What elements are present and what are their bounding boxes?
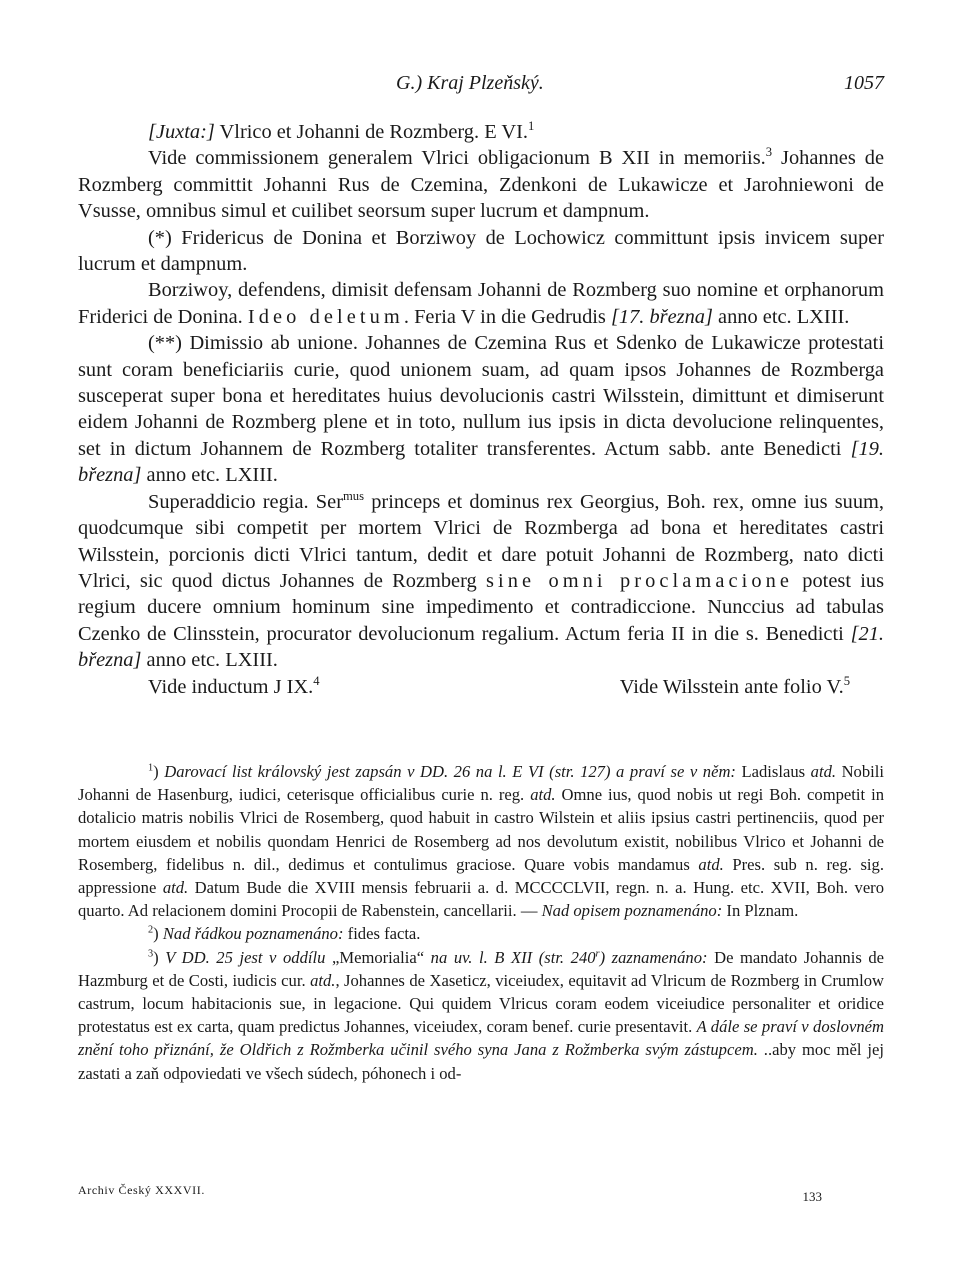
editor-note: Darovací list královský jest zapsán v DD. 26 na l. E VI (str. 127) a praví se v něm:: [164, 762, 736, 781]
text-run: Datum Bude die XVIII mensis februarii a. d. MCCCCLVII, regn. n. a. Hung. etc. XVII, Boh. vero quarto. Ad relacionem domini Procopii de Rabenstein, cancellarii. —: [78, 878, 885, 921]
page-footer: [78, 1183, 884, 1205]
text-run: Borziwoy, defendens, dimisit defensam Johanni de Rozmberg suo nomine et orphanorum Friderici de Donina.: [78, 279, 884, 328]
editor-note: atd.: [810, 762, 837, 781]
entry-lead: [Juxta:]: [148, 121, 215, 143]
text-run: princeps et dominus rex Georgius, Boh. rex, omne ius suum, quodcumque sibi competit per mortem Vlrici de Rozmberga ad bona et hereditates castri Wilsstein, porcionis dicti Vlrici tantum, dedit et dare potuit Johanni de Rozmberg, nato dicti Vlrici, sic quod dictus Johannes de Rozmberg: [78, 490, 884, 592]
text-run: De mandato Johannis de Hazmburg et de Costi, iudicis cur.: [78, 947, 884, 990]
text-run: anno etc. LXIII.: [141, 649, 278, 672]
paragraph: [78, 489, 884, 674]
running-title: G.) Kraj Plzeňský.: [396, 72, 544, 94]
editor-date: [21. března]: [78, 622, 884, 672]
text-run: (*) Fridericus de Donina et Borziwoy de Lochowicz committunt ipsis invicem super lucrum et dampnum.: [78, 226, 884, 276]
editor-note: Nad řádkou poznamenáno:: [162, 924, 344, 944]
editor-note: Nad opisem poznamenáno:: [541, 901, 723, 921]
text-run: Ladislaus: [735, 762, 811, 781]
editor-note: na uv. l. B XII (str. 240: [430, 947, 596, 967]
editor-note: ) zaznamenáno:: [599, 947, 708, 967]
text-run: , Johannes de Xaseticz, viceiudex, equitavit ad Vlricum de Rozmberg in Crumlow castrum, locum habitacionis sue, in legacione. Qui quidem Vlricus coram eodem viceiudice personaliter et oridice protestatus est ex carta, quam predictus Johannes, viceiudex, coram benef. curie presentavit.: [78, 970, 884, 1037]
footnote-ref: 5: [843, 673, 850, 688]
footnote-ref: 3: [765, 145, 773, 160]
text-run: „Memorialia“: [325, 947, 431, 967]
footnote-marker: 3: [148, 948, 154, 960]
paragraph: [78, 119, 884, 145]
text-run: Johannes de Rozmberg committit Johanni Rus de Czemina, Zdenkoni de Lukawicze et Jarohniewoni de Vsusse, omnibus simul et cuilibet seorsum super lucrum et dampnum.: [78, 147, 884, 223]
page-header: [78, 72, 884, 102]
superscript: mus: [342, 488, 365, 503]
footnote-marker: 1: [148, 762, 154, 774]
text-run: (**) Dimissio ab unione. Johannes de Czemina Rus et Sdenko de Lukawicze protestati sunt coram beneficiariis curie, quod unionem suam, ad quam ipsos Johannes de Rozmberga susceperat super bona et hereditates huius devolucionis castri Wilsstein, dimittunt et dimiserunt eidem Johanni de Rozmberg plene et in toto, nullum ius ipsis in dicta devolucione relinquentes, set in dictum Johannem de Rozmberg totaliter transferentes. Actum sabb. ante Benedicti: [78, 332, 884, 460]
footnote-ref: 1: [528, 119, 535, 134]
page-number: 1057: [844, 72, 884, 94]
paragraph: [78, 145, 884, 224]
cross-reference-right: [620, 674, 850, 700]
text-run: ..aby moc měl jej zastati a zaň odpoviedati ve všech súdech, póhonech i od-: [78, 1040, 884, 1083]
text-run: Vide inductum J IX.: [148, 675, 314, 698]
cross-reference-line: [78, 674, 884, 700]
text-run: Vlrico et Johanni de Rozmberg. E VI.: [214, 121, 528, 143]
superscript: r: [595, 948, 600, 960]
spaced-text: Ideo deletum: [247, 305, 404, 328]
signature-mark: 133: [802, 1189, 822, 1204]
text-run: potest ius regium ducere omnium hominum sine impedimento et contradiccione. Nunccius ad tabulas Czenko de Clinsstein, procurator devolucionum regalium. Actum feria II in die s. Benedicti: [78, 569, 885, 645]
text-run: Superaddicio regia. Ser: [148, 490, 343, 513]
cross-reference-left: [148, 674, 320, 700]
editor-note: atd.: [698, 854, 724, 874]
paragraph: [78, 330, 884, 488]
text-run: Pres. sub n. reg. sig. appressione: [78, 854, 884, 898]
text-run: . Feria V in die Gedrudis: [403, 305, 611, 328]
footnote: $^3$) V DD. 25 jest v oddílu „Memorialia“ na uv. l. B XII (str. 240$^r$) zaznamenáno: De mandato Johannis de Hazmburg et de Costi, iudicis cur. atd., Johannes de Xaseticz, viceiudex, equitavit ad Vlricum de Rozmberg in Crumlow castrum, locum habitacionis sue, in legacione. Qui quidem Vlricus coram eodem viceiudice personaliter et oridice protestatus est ex carta, quam predictus Johannes, viceiudex, coram benef. curie presentavit. A dále se praví v doslovném znění toho přiznání, že Oldřich z Rožmberka učinil svého syna Jana z Rožmberka svým zástupcem. ..aby moc měl jej zastati a zaň odpoviedati ve všech súdech, póhonech i od-: [78, 947, 884, 1083]
text-run: anno etc. LXIII.: [141, 464, 278, 487]
text-run: In Plznam.: [722, 901, 799, 921]
footnote: $^1$) Darovací list královský jest zapsán v DD. 26 na l. E VI (str. 127) a praví se v něm: Ladislaus atd. Nobili Johanni de Hasenburg, iudici, ceterisque officialibus curie n. reg. atd. Omne ius, quod nobis ut regi Boh. competit in dotalicio matris nobilis Vlrici de Rosemberg, quod habuit in castro Wilstein et aliis ipsius castri pertinenciis, quod per mortem eiusdem et nobilis quondam Henrici de Rosemberg ad nos devolutum existit, nobilibus Vlrico et Johanni de Rosemberg, fidelibus n. dil., dedimus et contulimus graciose. Quare vobis mandamus atd. Pres. sub n. reg. sig. appressione atd. Datum Bude die XVIII mensis februarii a. d. MCCCCLVII, regn. n. a. Hung. etc. XVII, Boh. vero quarto. Ad relacionem domini Procopii de Rabenstein, cancellarii. — Nad opisem poznamenáno: In Plznam.: [78, 762, 885, 921]
editor-note: atd.: [530, 785, 556, 805]
editor-date: [19. března]: [78, 437, 884, 487]
footnote-marker: 2: [148, 924, 154, 936]
text-run: Omne ius, quod nobis ut regi Boh. competit in dotalicio matris nobilis Vlrici de Rosemberg, quod habuit in castro Wilstein et aliis ipsius castri pertinenciis, quod per mortem eiusdem et nobilis quondam Henrici de Rosemberg ad nos devolutum existit, nobilibus Vlrico et Johanni de Rosemberg, fidelibus n. dil., dedimus et contulimus graciose. Quare vobis mandamus: [78, 785, 884, 874]
text-run: fides facta.: [343, 924, 421, 944]
editor-note: A dále se praví v doslovném znění toho přiznání, že Oldřich z Rožmberka učinil svého syna Jana z Rožmberka svým zástupcem.: [78, 1017, 884, 1060]
text-run: Vide commissionem generalem Vlrici obligacionum B XII in memoriis.: [148, 147, 766, 170]
main-text: [78, 119, 884, 700]
footnote-ref: 4: [313, 673, 320, 688]
footnotes: [78, 760, 884, 1085]
editor-note: V DD. 25 jest v oddílu: [165, 947, 326, 967]
paragraph: [78, 277, 884, 330]
editor-note: atd.: [162, 878, 189, 898]
paragraph: [78, 225, 884, 278]
text-run: anno etc. LXIII.: [712, 305, 850, 328]
archive-title: Archiv Český XXXVII.: [78, 1183, 205, 1197]
footnote: $^2$) Nad řádkou poznamenáno: fides facta.: [148, 924, 421, 944]
editor-note: atd.: [310, 970, 336, 990]
text-run: Nobili Johanni de Hasenburg, iudici, ceterisque officialibus curie n. reg.: [78, 762, 884, 805]
text-run: Vide Wilsstein ante folio V.: [619, 675, 844, 698]
spaced-text: sine omni proclamacione: [485, 569, 794, 592]
editor-date: [17. března]: [610, 305, 713, 328]
